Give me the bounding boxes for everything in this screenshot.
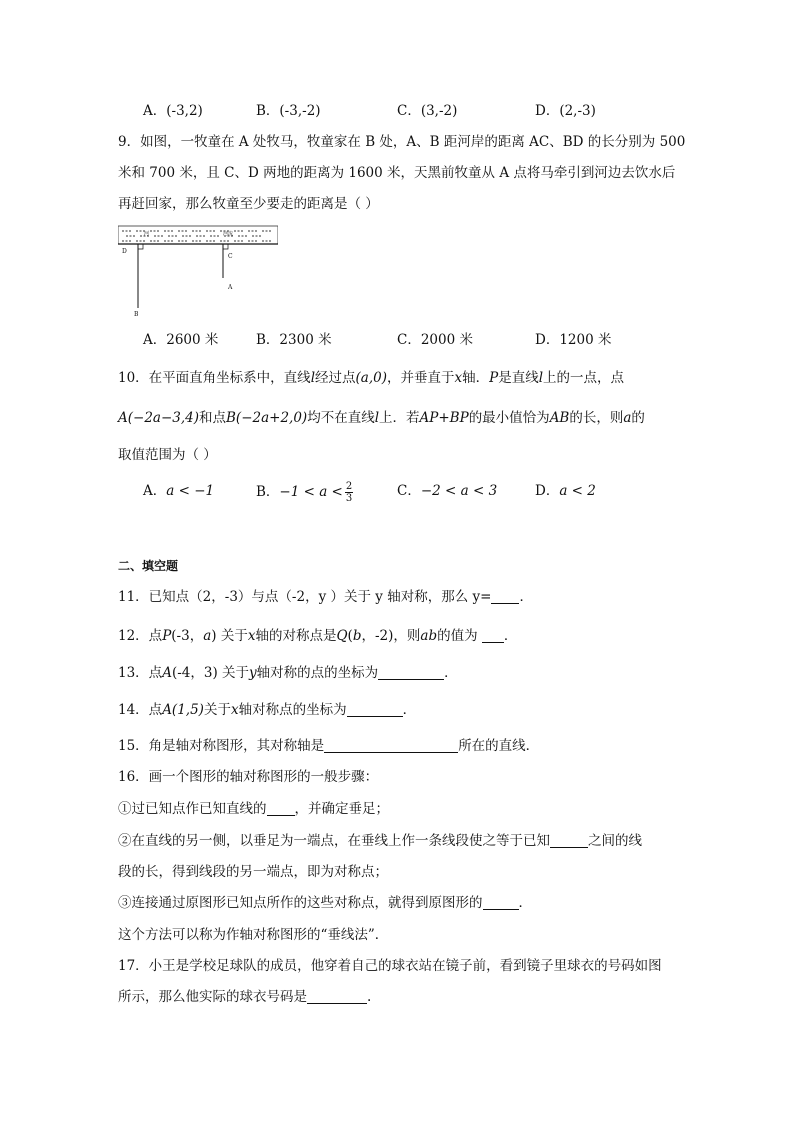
- a-symbol: a: [203, 628, 212, 644]
- q10-text: ，并垂直于: [386, 370, 455, 386]
- q17-line2: [118, 987, 371, 1007]
- q10-option-d: [535, 481, 596, 501]
- x-symbol: x: [230, 702, 239, 718]
- q11: [118, 587, 533, 607]
- q15-text: 所在的直线．: [458, 738, 540, 754]
- q16-step3: [118, 893, 532, 913]
- option-math: a < 2: [559, 483, 596, 499]
- q8-options: [0, 101, 794, 121]
- q16-text: ．: [518, 895, 532, 911]
- answer-blank[interactable]: [491, 589, 519, 604]
- answer-blank[interactable]: [378, 665, 444, 680]
- q13: [118, 663, 458, 683]
- q15: [118, 736, 539, 756]
- q16-step2: [118, 831, 642, 851]
- river-band: [118, 226, 278, 244]
- section-heading: 二、填空题: [118, 559, 179, 573]
- y-symbol: y: [249, 665, 257, 681]
- q12-text: (: [347, 628, 353, 644]
- q10-option-c: [397, 481, 497, 501]
- q11-text: 11．已知点（2，-3）与点（-2，y ）关于 y 轴对称，那么 y=: [118, 589, 492, 605]
- q9-options: [0, 330, 794, 350]
- q9-line2: 米和 700 米，且 C、D 两地的距离为 1600 米，天黑前牧童从 A 点将马牵引到河边去饮水后: [118, 165, 676, 181]
- q10-text: 的长，则: [569, 410, 624, 426]
- q8-option-c: C．(3,-2): [397, 103, 458, 119]
- q14-text: 轴对称点的坐标为: [238, 702, 347, 718]
- q10-text: 的最小值恰为: [468, 410, 550, 426]
- q9-option-b: B．2300 米: [256, 332, 332, 348]
- ab-symbol: ab: [420, 628, 438, 644]
- point-a0: (a,0): [355, 370, 387, 386]
- q10-option-b: [256, 481, 353, 504]
- option-letter: D．: [535, 483, 560, 499]
- q13-text: (-4，3) 关于: [171, 665, 250, 681]
- q8-option-b: B．(-3,-2): [256, 103, 321, 119]
- answer-blank[interactable]: [550, 833, 588, 848]
- q10-text: 的: [631, 410, 645, 426]
- fraction-denominator: 3: [345, 493, 353, 504]
- point-a-coord: A(1,5): [162, 702, 204, 718]
- ab-symbol: AB: [549, 410, 570, 426]
- point-p-symbol: P: [162, 628, 172, 644]
- point-c-label: C: [228, 253, 233, 260]
- q17-text: 所示，那么他实际的球衣号码是: [118, 989, 307, 1005]
- point-d-label: D: [122, 248, 127, 255]
- q9-option-a: A．2600 米: [143, 332, 219, 348]
- q12: [118, 626, 517, 646]
- river-label: 河: [144, 231, 150, 237]
- point-b-coord: B(−2a+2,0): [226, 410, 308, 426]
- q16-text: 之间的线: [588, 833, 642, 849]
- q10-text: 10．在平面直角坐标系中，直线: [118, 370, 311, 386]
- point-p-symbol: P: [489, 370, 499, 386]
- q9-option-d: D．1200 米: [535, 332, 612, 348]
- q17-text: .: [367, 989, 372, 1005]
- right-angle-d: [138, 244, 143, 249]
- q13-text: 轴对称的点的坐标为: [256, 665, 379, 681]
- q11-text: ．: [519, 589, 533, 605]
- q12-text: 轴的对称点是: [255, 628, 337, 644]
- point-b-label: B: [134, 311, 139, 318]
- q12-text: ，-2)，则: [361, 628, 421, 644]
- point-a-label: A: [228, 284, 233, 291]
- q15-text: 15．角是轴对称图形，其对称轴是: [118, 738, 325, 754]
- x-symbol: x: [247, 628, 256, 644]
- answer-blank[interactable]: [482, 628, 504, 643]
- q10-options: [0, 481, 794, 504]
- q16-step2-cont: 段的长，得到线段的另一端点，即为对称点；: [118, 864, 388, 880]
- q10-text: 轴．: [462, 370, 490, 386]
- q10-text: 经过点: [315, 370, 356, 386]
- point-a-symbol: A: [162, 665, 172, 681]
- q9-line1: 9．如图，一牧童在 A 处牧马，牧童家在 B 处，A、B 距河岸的距离 AC、BD 的长分别为 500: [118, 134, 686, 150]
- q16-step1: [118, 799, 389, 819]
- q8-option-a: A．(-3,2): [143, 103, 203, 119]
- river-label-2: 河流: [223, 231, 234, 237]
- q10-option-a: [143, 481, 214, 501]
- q12-text: 的值为: [437, 628, 482, 644]
- answer-blank[interactable]: [347, 702, 403, 717]
- q10-line3: 取值范围为（ ）: [118, 447, 217, 463]
- q17-line1: 17．小王是学校足球队的成员，他穿着自己的球衣站在镜子前，看到镜子里球衣的号码如图: [118, 958, 662, 974]
- answer-blank[interactable]: [267, 801, 295, 816]
- right-angle-c: [223, 244, 228, 249]
- answer-blank[interactable]: [483, 895, 519, 910]
- q16-text: ③连接通过原图形已知点所作的这些对称点，就得到原图形的: [118, 895, 483, 911]
- b-symbol: b: [352, 628, 362, 644]
- river-diagram: [118, 222, 278, 322]
- q13-text: 13．点: [118, 665, 163, 681]
- q14-text: ．: [402, 702, 417, 718]
- x-symbol: x: [454, 370, 463, 386]
- option-math: −1 < a <: [279, 484, 343, 500]
- q12-text: ．: [503, 628, 518, 644]
- option-math: a < −1: [166, 483, 215, 499]
- option-letter: C．: [397, 483, 421, 499]
- q10-text: 均不在直线: [307, 410, 375, 426]
- point-a-coord: A(−2a−3,4): [118, 410, 200, 426]
- q9-option-c: C．2000 米: [397, 332, 473, 348]
- answer-blank[interactable]: [307, 989, 367, 1004]
- q14-text: 关于: [203, 702, 231, 718]
- q14-text: 14．点: [118, 702, 163, 718]
- q12-text: ) 关于: [211, 628, 248, 644]
- line-l-symbol: l: [374, 410, 380, 426]
- q12-text: 12．点: [118, 628, 163, 644]
- point-q-symbol: Q: [336, 628, 348, 644]
- q10-text: 上．若: [379, 410, 420, 426]
- q16-note: 这个方法可以称为作轴对称图形的“垂线法”．: [118, 927, 389, 943]
- q10-line2: [118, 408, 645, 428]
- option-math: −2 < a < 3: [420, 483, 498, 499]
- ap-bp-expr: AP+BP: [419, 410, 469, 426]
- q16-text: ①过已知点作已知直线的: [118, 801, 267, 817]
- fraction: [345, 481, 353, 504]
- line-l-symbol: l: [310, 370, 316, 386]
- a-symbol: a: [623, 410, 632, 426]
- line-l-symbol: l: [538, 370, 544, 386]
- answer-blank[interactable]: [324, 738, 458, 753]
- option-letter: B．: [256, 484, 280, 500]
- q10-text: 上的一点，点: [543, 370, 625, 386]
- q16-text: ，并确定垂足；: [294, 801, 389, 817]
- option-letter: A．: [143, 483, 167, 499]
- q10-text: 和点: [199, 410, 227, 426]
- q10-line1: [118, 368, 624, 388]
- q13-text: ．: [444, 665, 458, 681]
- fraction-numerator: 2: [345, 481, 353, 492]
- q14: [118, 700, 416, 720]
- q10-text: 是直线: [498, 370, 539, 386]
- q16-title: 16．画一个图形的轴对称图形的一般步骤：: [118, 769, 379, 785]
- q16-text: ②在直线的另一侧，以垂足为一端点，在垂线上作一条线段使之等于已知: [118, 833, 550, 849]
- q12-text: (-3，: [171, 628, 204, 644]
- q8-option-d: D．(2,-3): [535, 103, 596, 119]
- q9-line3: 再赶回家，那么牧童至少要走的距离是（ ）: [118, 196, 379, 212]
